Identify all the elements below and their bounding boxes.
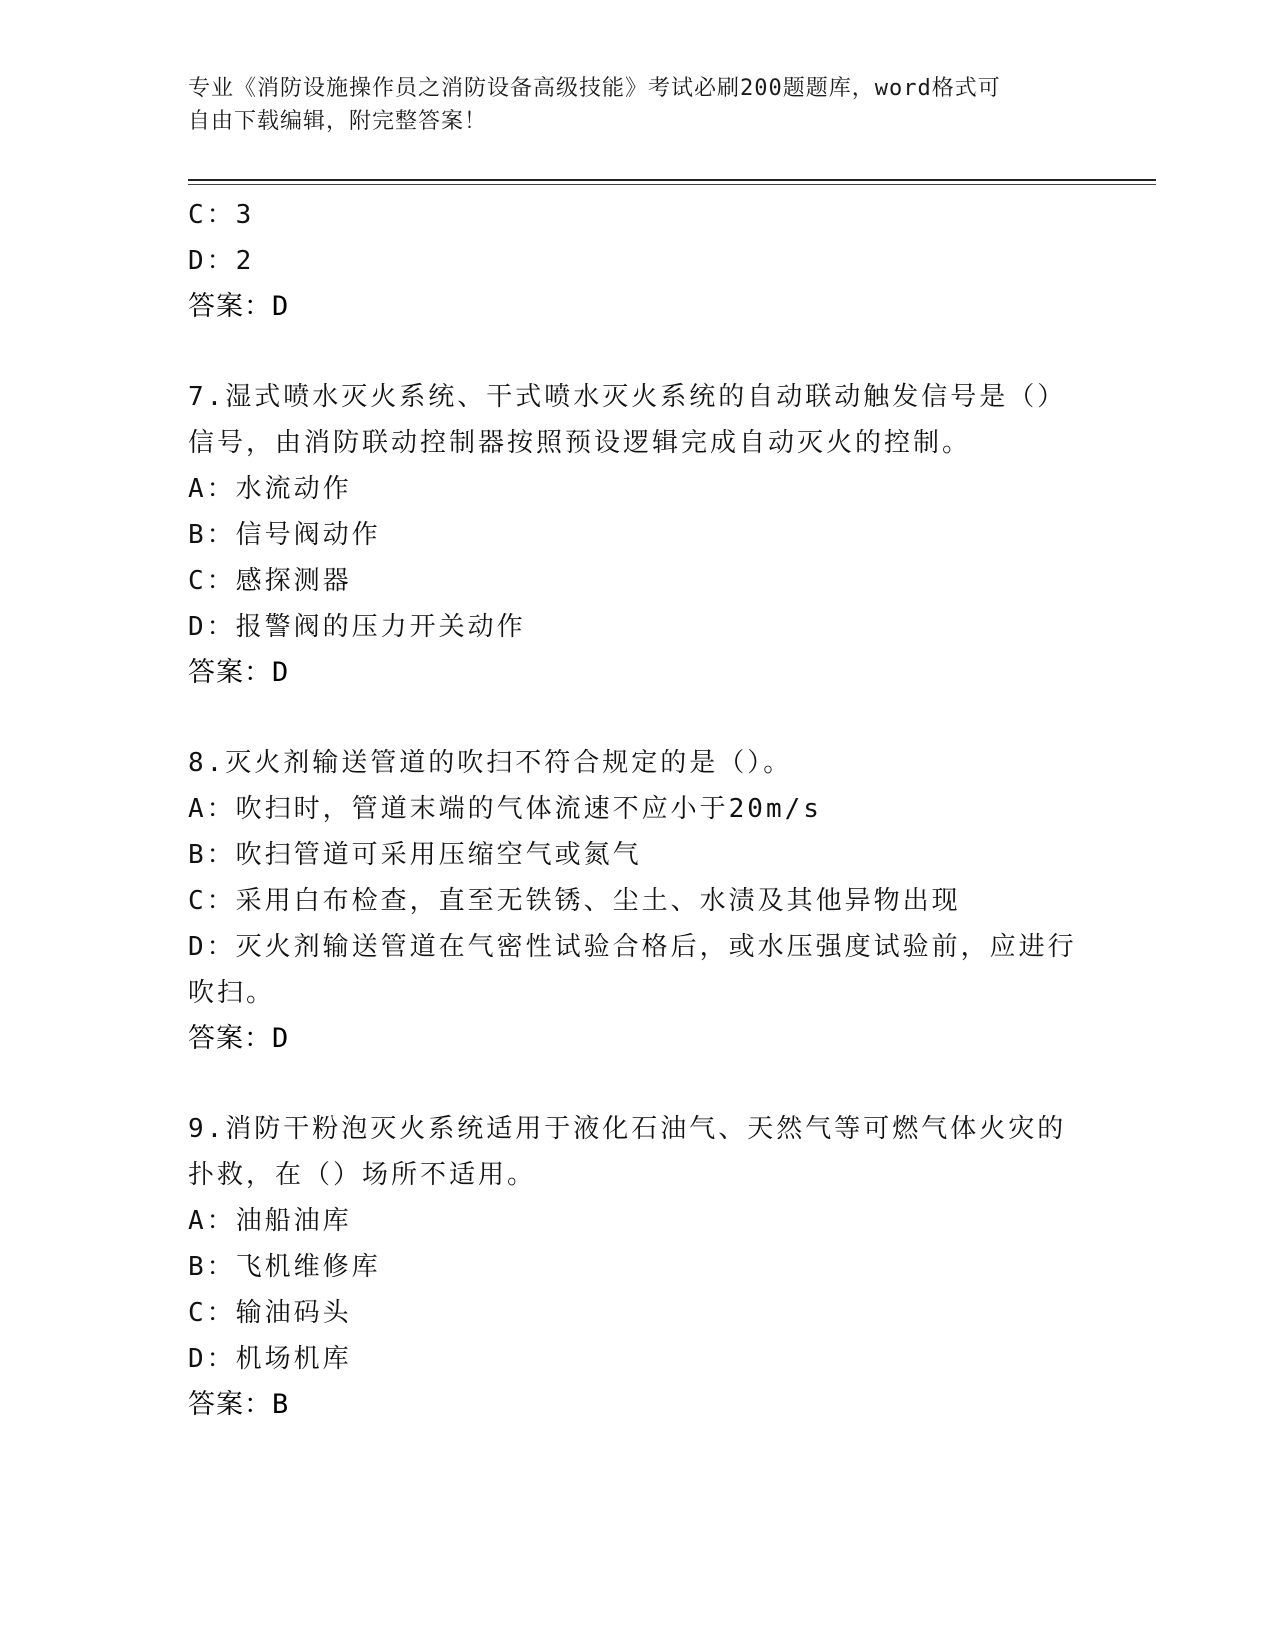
question-stem-continued: 扑救，在（）场所不适用。 — [188, 1160, 537, 1190]
spacer — [188, 330, 1078, 374]
question-7 — [188, 374, 1078, 696]
option-a: A：油船油库 — [188, 1206, 352, 1236]
option-d: D：报警阀的压力开关动作 — [188, 612, 526, 642]
question-9 — [188, 1106, 1078, 1428]
header-divider-top — [188, 179, 1156, 181]
option-c: C：感探测器 — [188, 566, 352, 596]
question-stem: 8.灭火剂输送管道的吹扫不符合规定的是（）。 — [188, 748, 793, 778]
spacer — [188, 1062, 1078, 1106]
header-line-2: 自由下载编辑，附完整答案！ — [188, 109, 488, 134]
answer-line: 答案：D — [188, 657, 290, 688]
option-b: B：吹扫管道可采用压缩空气或氮气 — [188, 840, 642, 870]
option-c: C：采用白布检查，直至无铁锈、尘土、水渍及其他异物出现 — [188, 886, 961, 916]
answer-line: 答案：B — [188, 1389, 290, 1420]
answer-line: 答案：D — [188, 1023, 290, 1054]
option-b: B：飞机维修库 — [188, 1252, 381, 1282]
question-stem: 7.湿式喷水灭火系统、干式喷水灭火系统的自动联动触发信号是（） — [188, 382, 1067, 412]
option-a: A：水流动作 — [188, 474, 352, 504]
option-b: B：信号阀动作 — [188, 520, 381, 550]
spacer — [188, 696, 1078, 740]
question-8 — [188, 740, 1078, 1062]
header-divider-bottom — [188, 184, 1156, 185]
option-d: D：2 — [188, 246, 255, 276]
option-d: D：机场机库 — [188, 1344, 352, 1374]
question-list — [188, 192, 1078, 1428]
question-stem-continued: 信号，由消防联动控制器按照预设逻辑完成自动灭火的控制。 — [188, 428, 972, 458]
document-header — [188, 72, 1088, 138]
answer-line: 答案：D — [188, 291, 290, 322]
header-line-1: 专业《消防设施操作员之消防设备高级技能》考试必刷200题题库，word格式可 — [188, 76, 1001, 101]
previous-question-tail — [188, 192, 1078, 330]
option-c: C：3 — [188, 200, 255, 230]
option-d-continued: 吹扫。 — [188, 978, 276, 1008]
option-a: A：吹扫时，管道末端的气体流速不应小于20m/s — [188, 794, 822, 824]
question-stem: 9.消防干粉泡灭火系统适用于液化石油气、天然气等可燃气体火灾的 — [188, 1114, 1067, 1144]
option-c: C：输油码头 — [188, 1298, 352, 1328]
option-d: D：灭火剂输送管道在气密性试验合格后，或水压强度试验前，应进行 — [188, 932, 1077, 962]
